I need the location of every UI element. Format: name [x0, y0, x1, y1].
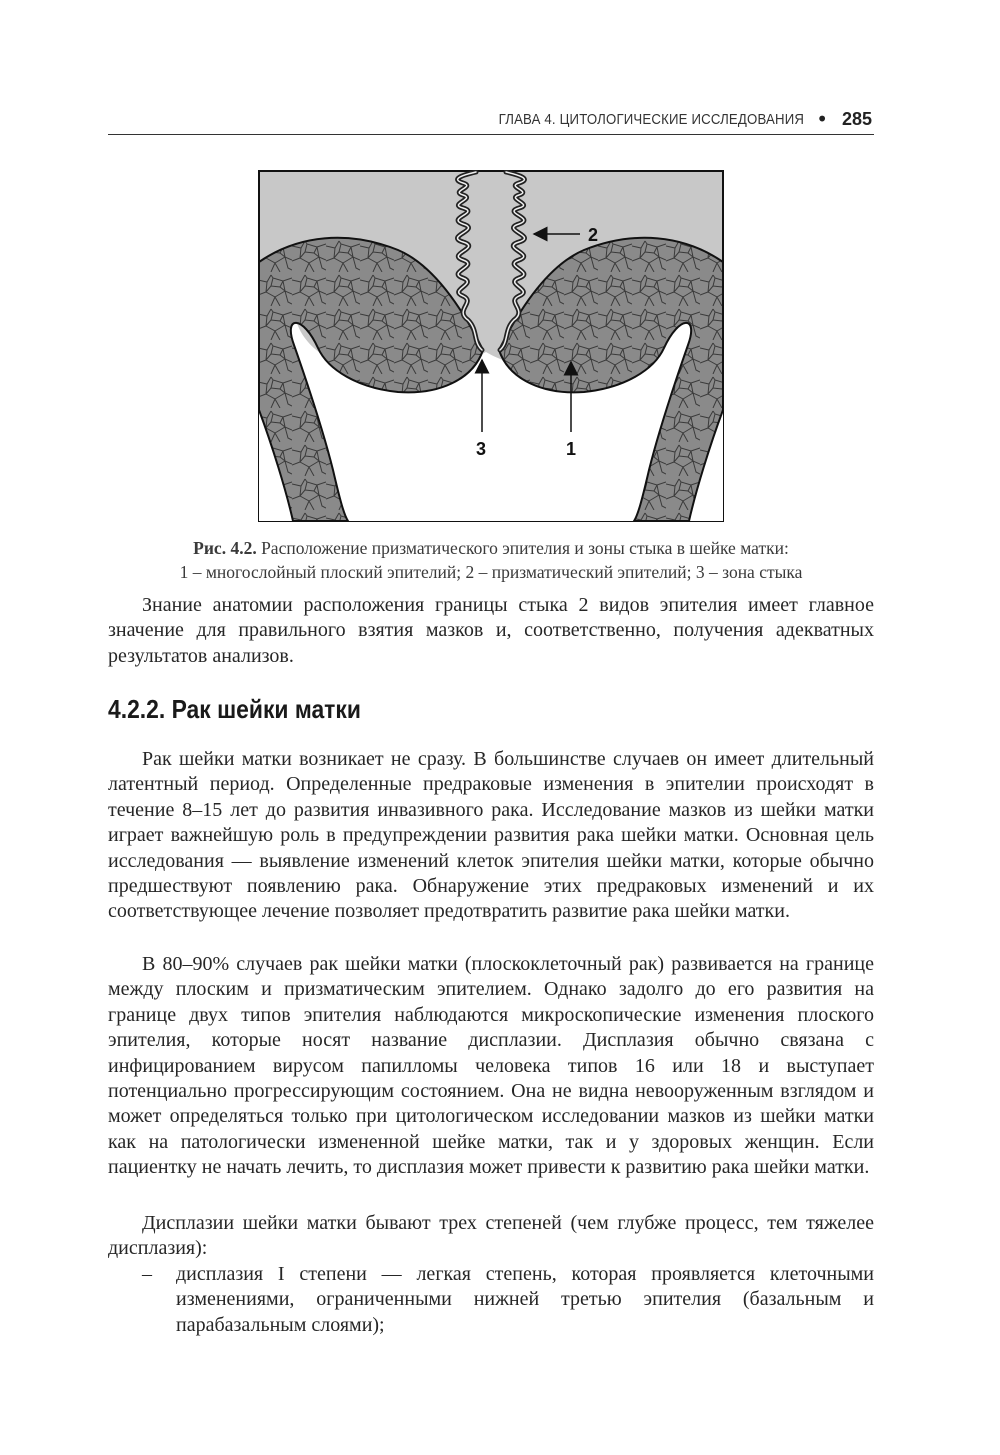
figure-cervix-diagram	[258, 170, 724, 522]
paragraph-intro: Знание анатомии расположения границы стыка 2 видов эпителия имеет главное значение для правильного взятия мазков и, соответственно, получения адекватных результатов анализов.	[108, 594, 874, 667]
figure-caption	[108, 536, 874, 584]
running-head	[108, 108, 874, 135]
caption-line-1	[108, 536, 874, 560]
label-3: 3	[476, 439, 487, 459]
chapter-title: ГЛАВА 4. ЦИТОЛОГИЧЕСКИЕ ИССЛЕДОВАНИЯ	[498, 111, 804, 128]
caption-legend: 1 – многослойный плоский эпителий; 2 – призматический эпителий; 3 – зона стыка	[179, 562, 803, 582]
list-dash: –	[142, 1263, 152, 1285]
paragraph-1: Рак шейки матки возникает не сразу. В большинстве случаев он имеет длительный латентный период. Определенные предраковые изменения в эпителии происходят в течение 8–15 лет до развития инвазивного рака. Исследование мазков из шейки матки играет важнейшую роль в предупреждении развития рака шейки матки. Основная цель исследования — выявление изменений клеток эпителия шейки матки, которые обычно предшествуют появлению рака. Обнаружение этих предраковых изменений и их соответствующее лечение позволяет предотвратить развитие рака шейки матки.	[108, 748, 874, 923]
section-heading: 4.2.2. Рак шейки матки	[108, 694, 361, 724]
page-number: 285	[841, 109, 872, 129]
paragraph-3: Дисплазии шейки матки бывают трех степеней (чем глубже процесс, тем тяжелее дисплазия):	[108, 1212, 874, 1260]
caption-text: Расположение призматического эпителия и зоны стыка в шейке матки:	[256, 538, 789, 558]
caption-label: Рис. 4.2.	[193, 538, 257, 558]
list-item-text: дисплазия I степени — легкая степень, которая проявляется клеточными изменениями, ограниченными нижней третью эпителия (базальным и парабазальным слоями);	[176, 1263, 874, 1336]
label-2: 2	[588, 225, 599, 245]
header-bullet: •	[816, 107, 828, 131]
list-item	[142, 1262, 874, 1338]
label-1: 1	[566, 439, 577, 459]
paragraph-2: В 80–90% случаев рак шейки матки (плоскоклеточный рак) развивается на границе между плоским и призматическим эпителием. Однако задолго до его развития на границе двух типов эпителия наблюдаются микроскопические изменения плоского эпителия, которые носят название дисплазии. Дисплазия обычно связана с инфицированием вирусом папилломы человека типов 16 или 18 и выступает потенциально прогрессирующим состоянием. Она не видна невооруженным взглядом и может определяться только при цитологическом исследовании мазков из шейки матки как на патологически измененной шейке матки, так и у здоровых женщин. Если пациентку не начать лечить, то дисплазия может привести к развитию рака шейки матки.	[108, 953, 874, 1179]
